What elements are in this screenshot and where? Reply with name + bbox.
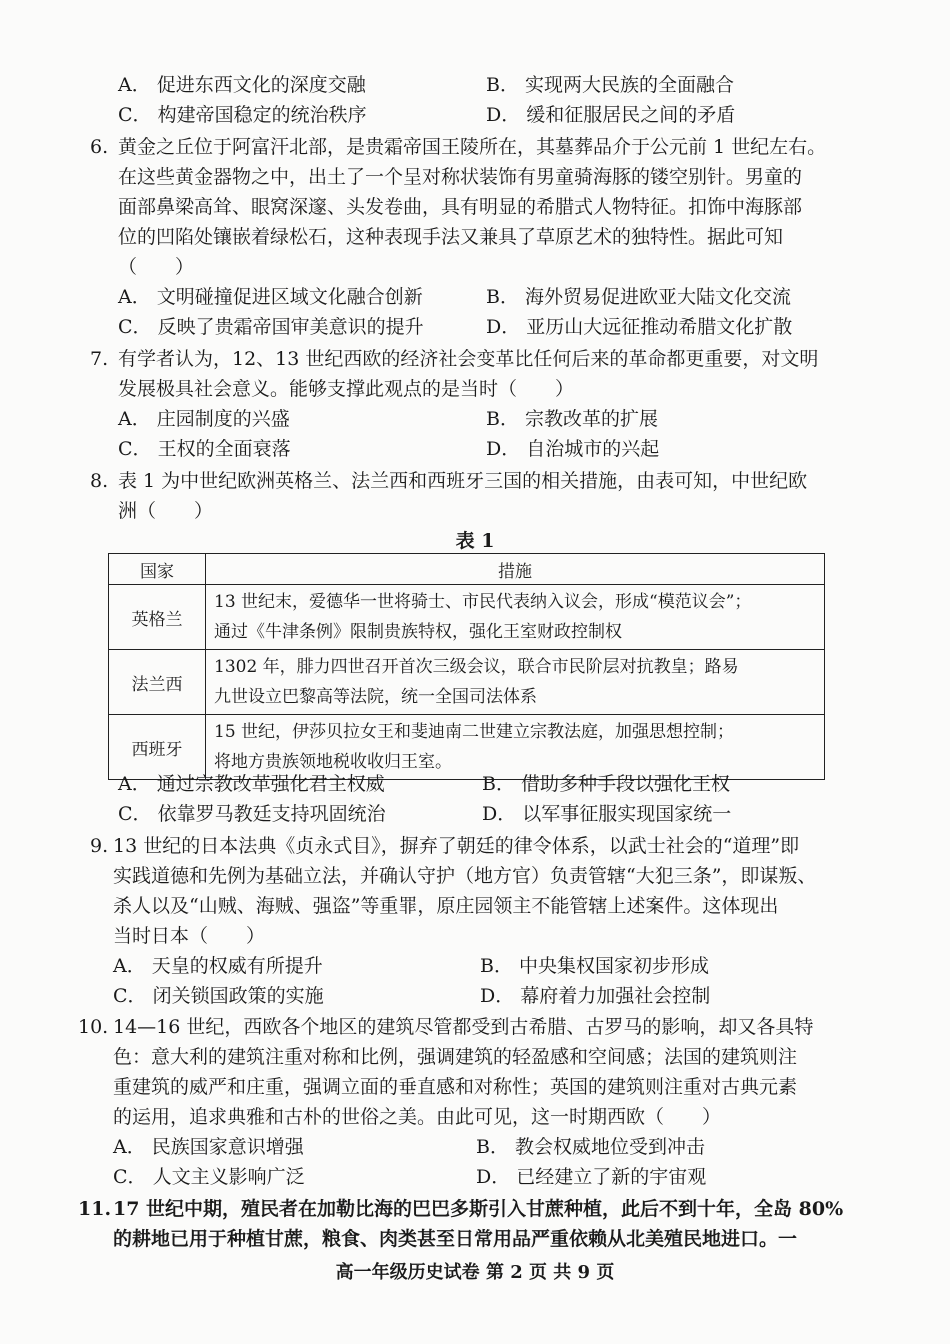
table-header-measure: 措施 [206, 554, 825, 585]
table-header-row [109, 554, 825, 585]
measures-table [108, 553, 825, 780]
q6-option-c: C． 反映了贵霜帝国审美意识的提升 [118, 316, 424, 338]
q6-stem-line: 位的凹陷处镶嵌着绿松石，这种表现手法又兼具了草原艺术的独特性。据此可知 [118, 226, 784, 248]
measure-line: 1302 年，腓力四世召开首次三级会议，联合市民阶层对抗教皇；路易 [214, 657, 739, 677]
q9-number: 9. [90, 835, 109, 857]
q9-option-b: B． 中央集权国家初步形成 [480, 955, 710, 977]
q9-option-c: C． 闭关锁国政策的实施 [113, 985, 324, 1007]
q9-stem-line: 13 世纪的日本法典《贞永式目》，摒弃了朝廷的律令体系，以武士社会的“道理”即 [113, 835, 800, 857]
q6-answer-blank: （ ） [118, 256, 195, 278]
q10-stem-line: 重建筑的威严和庄重，强调立面的垂直感和对称性；英国的建筑则注重对古典元素 [113, 1076, 798, 1098]
q8-stem-line: 洲（ ） [118, 500, 214, 522]
q6-option-d: D． 亚历山大远征推动希腊文化扩散 [486, 316, 793, 338]
q11-stem-line: 的耕地已用于种植甘蔗，粮食、肉类甚至日常用品严重依赖从北美殖民地进口。一 [113, 1228, 798, 1250]
q8-option-d: D． 以军事征服实现国家统一 [482, 803, 732, 825]
q8-option-b: B． 借助多种手段以强化王权 [482, 773, 731, 795]
q7-option-d: D． 自治城市的兴起 [486, 438, 660, 460]
q5-option-a: A． 促进东西文化的深度交融 [118, 74, 366, 96]
measure-line: 通过《牛津条例》限制贵族特权，强化王室财政控制权 [214, 622, 622, 642]
table-row [109, 585, 825, 650]
q10-option-c: C． 人文主义影响广泛 [113, 1166, 305, 1188]
q6-option-b: B． 海外贸易促进欧亚大陆文化交流 [486, 286, 792, 308]
table-row [109, 715, 825, 780]
table-caption: 表 1 [455, 530, 495, 552]
table-cell-measure [206, 650, 825, 715]
q5-option-b: B． 实现两大民族的全面融合 [486, 74, 735, 96]
q10-number: 10. [78, 1016, 109, 1038]
q9-stem-line: 杀人以及“山贼、海贼、强盗”等重罪，原庄园领主不能管辖上述案件。这体现出 [113, 895, 779, 917]
q7-option-c: C． 王权的全面衰落 [118, 438, 291, 460]
q8-number: 8. [90, 470, 109, 492]
q6-stem-line: 面部鼻梁高耸、眼窝深邃、头发卷曲，具有明显的希腊式人物特征。扣饰中海豚部 [118, 196, 803, 218]
q11-number: 11. [78, 1198, 112, 1220]
q7-option-a: A． 庄园制度的兴盛 [118, 408, 290, 430]
q9-option-a: A． 天皇的权威有所提升 [113, 955, 323, 977]
q9-stem-line: 当时日本（ ） [113, 925, 266, 947]
q6-stem-line: 黄金之丘位于阿富汗北部，是贵霜帝国王陵所在，其墓葬品介于公元前 1 世纪左右。 [118, 136, 827, 158]
table-cell-measure [206, 715, 825, 780]
q8-option-a: A． 通过宗教改革强化君主权威 [118, 773, 385, 795]
q5-option-c: C． 构建帝国稳定的统治秩序 [118, 104, 367, 126]
q6-number: 6. [90, 136, 109, 158]
measure-line: 将地方贵族领地税收收归王室。 [214, 752, 452, 772]
q7-stem-line: 有学者认为，12、13 世纪西欧的经济社会变革比任何后来的革命都更重要，对文明 [118, 348, 819, 370]
q10-option-d: D． 已经建立了新的宇宙观 [476, 1166, 707, 1188]
table-header-country: 国家 [109, 554, 206, 585]
q10-option-a: A． 民族国家意识增强 [113, 1136, 304, 1158]
table-cell-measure [206, 585, 825, 650]
measure-line: 九世设立巴黎高等法院，统一全国司法体系 [214, 687, 537, 707]
measure-line: 13 世纪末，爱德华一世将骑士、市民代表纳入议会，形成“模范议会”； [214, 592, 752, 612]
q8-stem-line: 表 1 为中世纪欧洲英格兰、法兰西和西班牙三国的相关措施，由表可知，中世纪欧 [118, 470, 808, 492]
q6-option-a: A． 文明碰撞促进区域文化融合创新 [118, 286, 423, 308]
q5-option-d: D． 缓和征服居民之间的矛盾 [486, 104, 736, 126]
table-cell-country: 英格兰 [109, 585, 206, 650]
q10-stem-line: 14—16 世纪，西欧各个地区的建筑尽管都受到古希腊、古罗马的影响，却又各具特 [113, 1016, 814, 1038]
q10-stem-line: 的运用，追求典雅和古朴的世俗之美。由此可见，这一时期西欧（ ） [113, 1106, 722, 1128]
q9-option-d: D． 幕府着力加强社会控制 [480, 985, 711, 1007]
table-cell-country: 西班牙 [109, 715, 206, 780]
q10-stem-line: 色：意大利的建筑注重对称和比例，强调建筑的轻盈感和空间感；法国的建筑则注 [113, 1046, 798, 1068]
page-footer: 高一年级历史试卷 第 2 页 共 9 页 [335, 1262, 615, 1283]
q11-stem-line: 17 世纪中期，殖民者在加勒比海的巴巴多斯引入甘蔗种植，此后不到十年，全岛 80% [113, 1198, 844, 1220]
table-row [109, 650, 825, 715]
measure-line: 15 世纪，伊莎贝拉女王和斐迪南二世建立宗教法庭，加强思想控制； [214, 722, 735, 742]
q7-option-b: B． 宗教改革的扩展 [486, 408, 659, 430]
q8-option-c: C． 依靠罗马教廷支持巩固统治 [118, 803, 386, 825]
table-cell-country: 法兰西 [109, 650, 206, 715]
q7-number: 7. [90, 348, 109, 370]
q7-stem-line: 发展极具社会意义。能够支撑此观点的是当时（ ） [118, 378, 575, 400]
q9-stem-line: 实践道德和先例为基础立法，并确认守护（地方官）负责管辖“大犯三条”，即谋叛、 [113, 865, 817, 887]
q6-stem-line: 在这些黄金器物之中，出土了一个呈对称状装饰有男童骑海豚的镂空别针。男童的 [118, 166, 803, 188]
q10-option-b: B． 教会权威地位受到冲击 [476, 1136, 706, 1158]
